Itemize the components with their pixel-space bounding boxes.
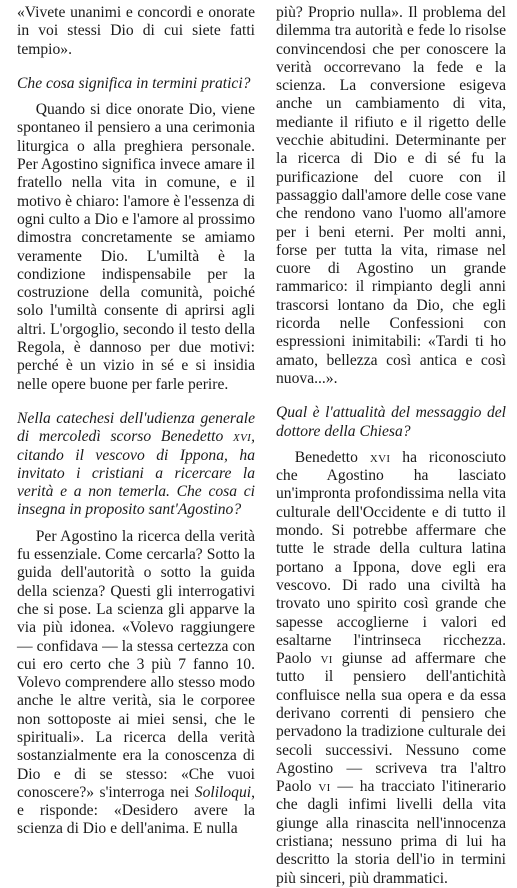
roman-numeral: vi — [320, 650, 333, 668]
body-text: , e risponde: «Desidero avere la scienza di Dio e dell'anima. E nulla — [17, 783, 255, 838]
body-text: Per Agostino la ricerca della verità fu essenziale. Come cercarla? Sotto la guida dell'autorità o sotto la guida della scienza? Questi gli interrogativi che si pose. La scienza gli apparve la via più idonea. «Volevo raggiungere — confidava — la stessa certezza con cui ero certo che 3 più 7 fanno 10. Volevo comprendere allo stesso modo anche le altre verità, sia le corporee non sottoposte ai miei sensi, che le spirituali». La ricerca della verità sostanzialmente era la conoscenza di Dio e di se stesso: «Che vuoi conoscere?» s'interroga nei — [17, 527, 255, 801]
body-paragraph — [276, 449, 506, 888]
body-text: ha riconosciuto che Agostino ha lasciato un'impronta profondissima nella vita culturale dell'Occidente e di tutto il mondo. Si potrebbe affermare che tutte le strade della cultura latina portano a Ippona, dove egli era vescovo. Di rado una civiltà ha trovato uno spirito così grande che sapesse accoglierne i valori ed esaltarne l'intrinseca ricchezza. Paolo — [276, 448, 506, 668]
body-paragraph: più? Proprio nulla». Il problema del dilemma tra autorità e fede lo risolse convincendosi che per conoscere la verità occorrevano la fede e la scienza. La conversione esigeva anche un cambiamento di vita, mediante il rifiuto e il rigetto delle vecchie abitudini. Determinante per la ricerca di Dio e di sé fu la purificazione del cuore con il passaggio dall'amore delle cose vane che rendono vano l'uomo all'amore per i beni eterni. Per molti anni, forse per tutta la vita, rimase nel cuore di Agostino un grande rammarico: il rimpianto degli anni trascorsi lontano da Dio, che egli ricorda nelle Confessioni con espressioni inimitabili: «Tardi ti ho amato, bellezza così antica e così nuova...». — [276, 4, 506, 387]
roman-numeral: xvi — [233, 428, 252, 446]
body-text: Benedetto — [294, 448, 370, 466]
body-text: giunse ad affermare che tutto il pensiero dell'antichità confluisce nella sua opera e da essa derivano correnti di pensiero che pervadono la tradizione culturale dei secoli successivi. Nessuno come Agostino — scriveva tra l'altro Paolo — [276, 650, 507, 796]
left-column — [17, 4, 255, 839]
interview-question: Che cosa significa in termini pratici? — [17, 74, 251, 92]
question-text: Nella catechesi dell'udienza generale di mercoledì scorso Benedetto — [17, 409, 255, 446]
book-title: Soliloqui — [194, 783, 252, 801]
right-column — [276, 4, 506, 888]
interview-question: Qual è l'attualità del messaggio del dottore della Chiesa? — [276, 404, 506, 440]
body-paragraph: «Vivete unanimi e concordi e onorate in voi stessi Dio di cui siete fatti tempio». — [17, 4, 255, 58]
interview-question — [17, 410, 255, 520]
body-text: — ha tracciato l'itinerario che dagli infimi livelli della vita giunge alla rinascita nell'innocenza cristiana; nessuno prima di lui ha descritto la storia dell'io in termini più sinceri, più drammatici. — [276, 778, 506, 887]
body-paragraph: Quando si dice onorate Dio, viene spontaneo il pensiero a una cerimonia liturgica o alla preghiera personale. Per Agostino significa invece amare il fratello nella vita in comune, e il motivo è chiaro: l'amore è l'essenza di ogni culto a Dio e l'amore al prossimo dimostra concretamente se amiamo veramente Dio. L'umiltà è la condizione indispensabile per la costruzione della comunità, poiché solo l'umiltà consente di aprirsi agli altri. L'orgoglio, secondo il testo della Regola, è dannoso per due motivi: perché è un vizio in sé e si insidia nelle opere buone per farle perire. — [17, 101, 255, 393]
roman-numeral: vi — [318, 778, 331, 796]
body-paragraph — [17, 528, 255, 839]
question-text: , citando il vescovo di Ippona, ha invitato i cristiani a ricercare la verità e a non temerla. Che cosa ci insegna in proposito sant'Agostino? — [17, 428, 255, 519]
roman-numeral: xvi — [369, 448, 391, 466]
